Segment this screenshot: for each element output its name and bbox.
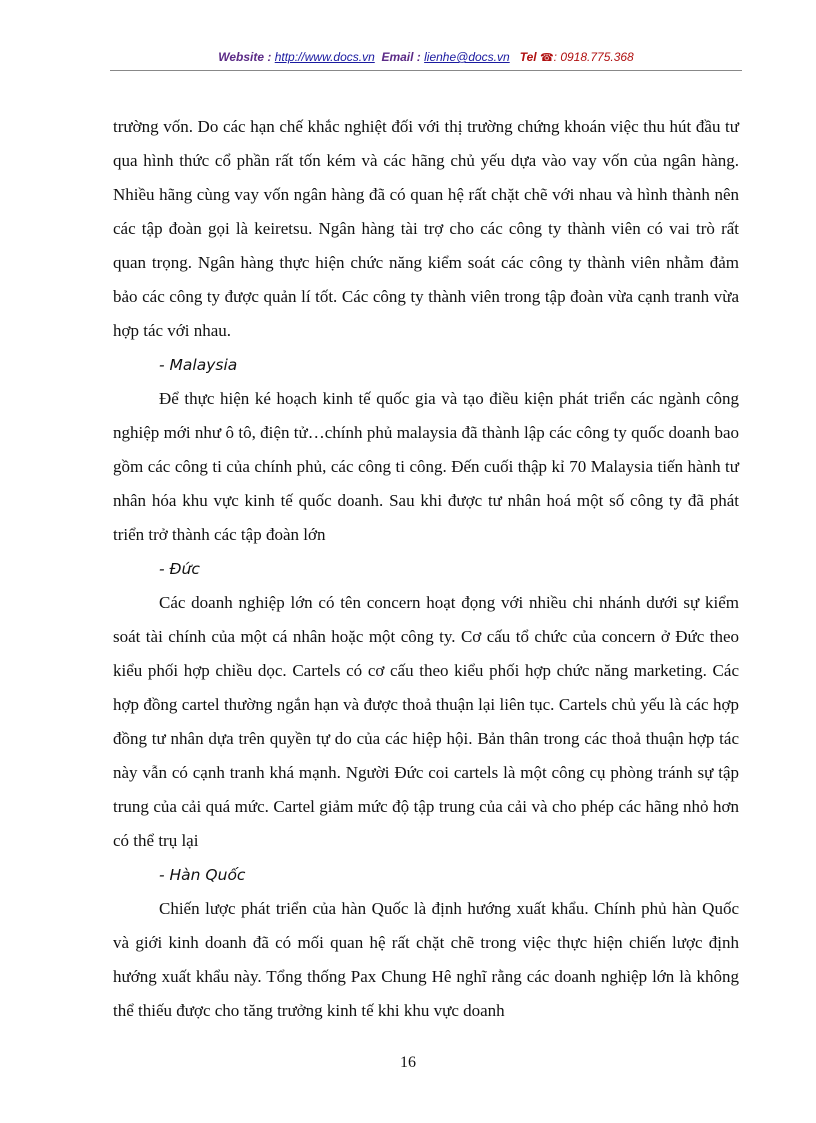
email-link[interactable]: lienhe@docs.vn bbox=[424, 50, 510, 64]
email-separator: : bbox=[413, 50, 425, 64]
paragraph-germany: Các doanh nghiệp lớn có tên concern hoạt đọng với nhiều chi nhánh dưới sự kiểm soát tài chính của một cá nhân hoặc một công ty. Cơ cấu tổ chức của concern ở Đức theo kiểu phối hợp chiều dọc. Cartels có cơ cấu theo kiểu phối hợp chức năng marketing. Các hợp đồng cartel thường ngắn hạn và được thoả thuận lại liên tục. Cartels chủ yếu là các hợp đồng tư nhân dựa trên quyền tự do của các hiệp hội. Bản thân trong các thoả thuận hợp tác này vẫn có cạnh tranh khá mạnh. Người Đức coi cartels là một công cụ phòng tránh sự tập trung của cải quá mức. Cartel giảm mức độ tập trung của cải và cho phép các hãng nhỏ hơn có thể trụ lại bbox=[113, 593, 739, 850]
heading-korea: - Hàn Quốc bbox=[159, 866, 246, 884]
email-label: Email bbox=[381, 50, 414, 64]
page-header bbox=[110, 50, 742, 64]
website-label: Website : bbox=[218, 50, 275, 64]
header-divider bbox=[110, 70, 742, 71]
tel-number: : 0918.775.368 bbox=[553, 50, 634, 64]
tel-label: Tel bbox=[519, 50, 540, 64]
paragraph-korea: Chiến lược phát triển của hàn Quốc là định hướng xuất khẩu. Chính phủ hàn Quốc và giới kinh doanh đã có mối quan hệ rất chặt chẽ trong việc thực hiện chiến lược định hướng xuất khẩu này. Tổng thống Pax Chung Hê nghĩ rằng các doanh nghiệp lớn là không thể thiếu được cho tăng trưởng kinh tế khi khu vực doanh bbox=[113, 899, 739, 1020]
page-number: 16 bbox=[400, 1054, 416, 1071]
heading-malaysia: - Malaysia bbox=[159, 356, 238, 374]
website-link[interactable]: http://www.docs.vn bbox=[274, 50, 375, 64]
paragraph-malaysia: Để thực hiện ké hoạch kinh tế quốc gia và tạo điều kiện phát triển các ngành công nghiệp mới như ô tô, điện tử…chính phủ malaysia đã thành lập các công ty quốc doanh bao gồm các công ti của chính phủ, các công ti công. Đến cuối thập kỉ 70 Malaysia tiến hành tư nhân hóa khu vực kinh tế quốc doanh. Sau khi được tư nhân hoá một số công ty đã phát triển trở thành các tập đoàn lớn bbox=[113, 389, 739, 544]
document-body bbox=[113, 110, 739, 1028]
heading-germany: - Đức bbox=[159, 560, 200, 578]
phone-icon: ☎ bbox=[539, 52, 554, 64]
paragraph-japan: trường vốn. Do các hạn chế khắc nghiệt đối với thị trường chứng khoán việc thu hút đầu tư qua hình thức cổ phần rất tốn kém và các hãng chủ yếu dựa vào vay vốn của ngân hàng. Nhiều hãng cùng vay vốn ngân hàng đã có quan hệ rất chặt chẽ với nhau và hình thành nên các tập đoàn gọi là keiretsu. Ngân hàng tài trợ cho các công ty thành viên có vai trò rất quan trọng. Ngân hàng thực hiện chức năng kiểm soát các công ty thành viên nhằm đảm bảo các công ty được quản lí tốt. Các công ty thành viên trong tập đoàn vừa cạnh tranh vừa hợp tác với nhau. bbox=[113, 117, 739, 340]
